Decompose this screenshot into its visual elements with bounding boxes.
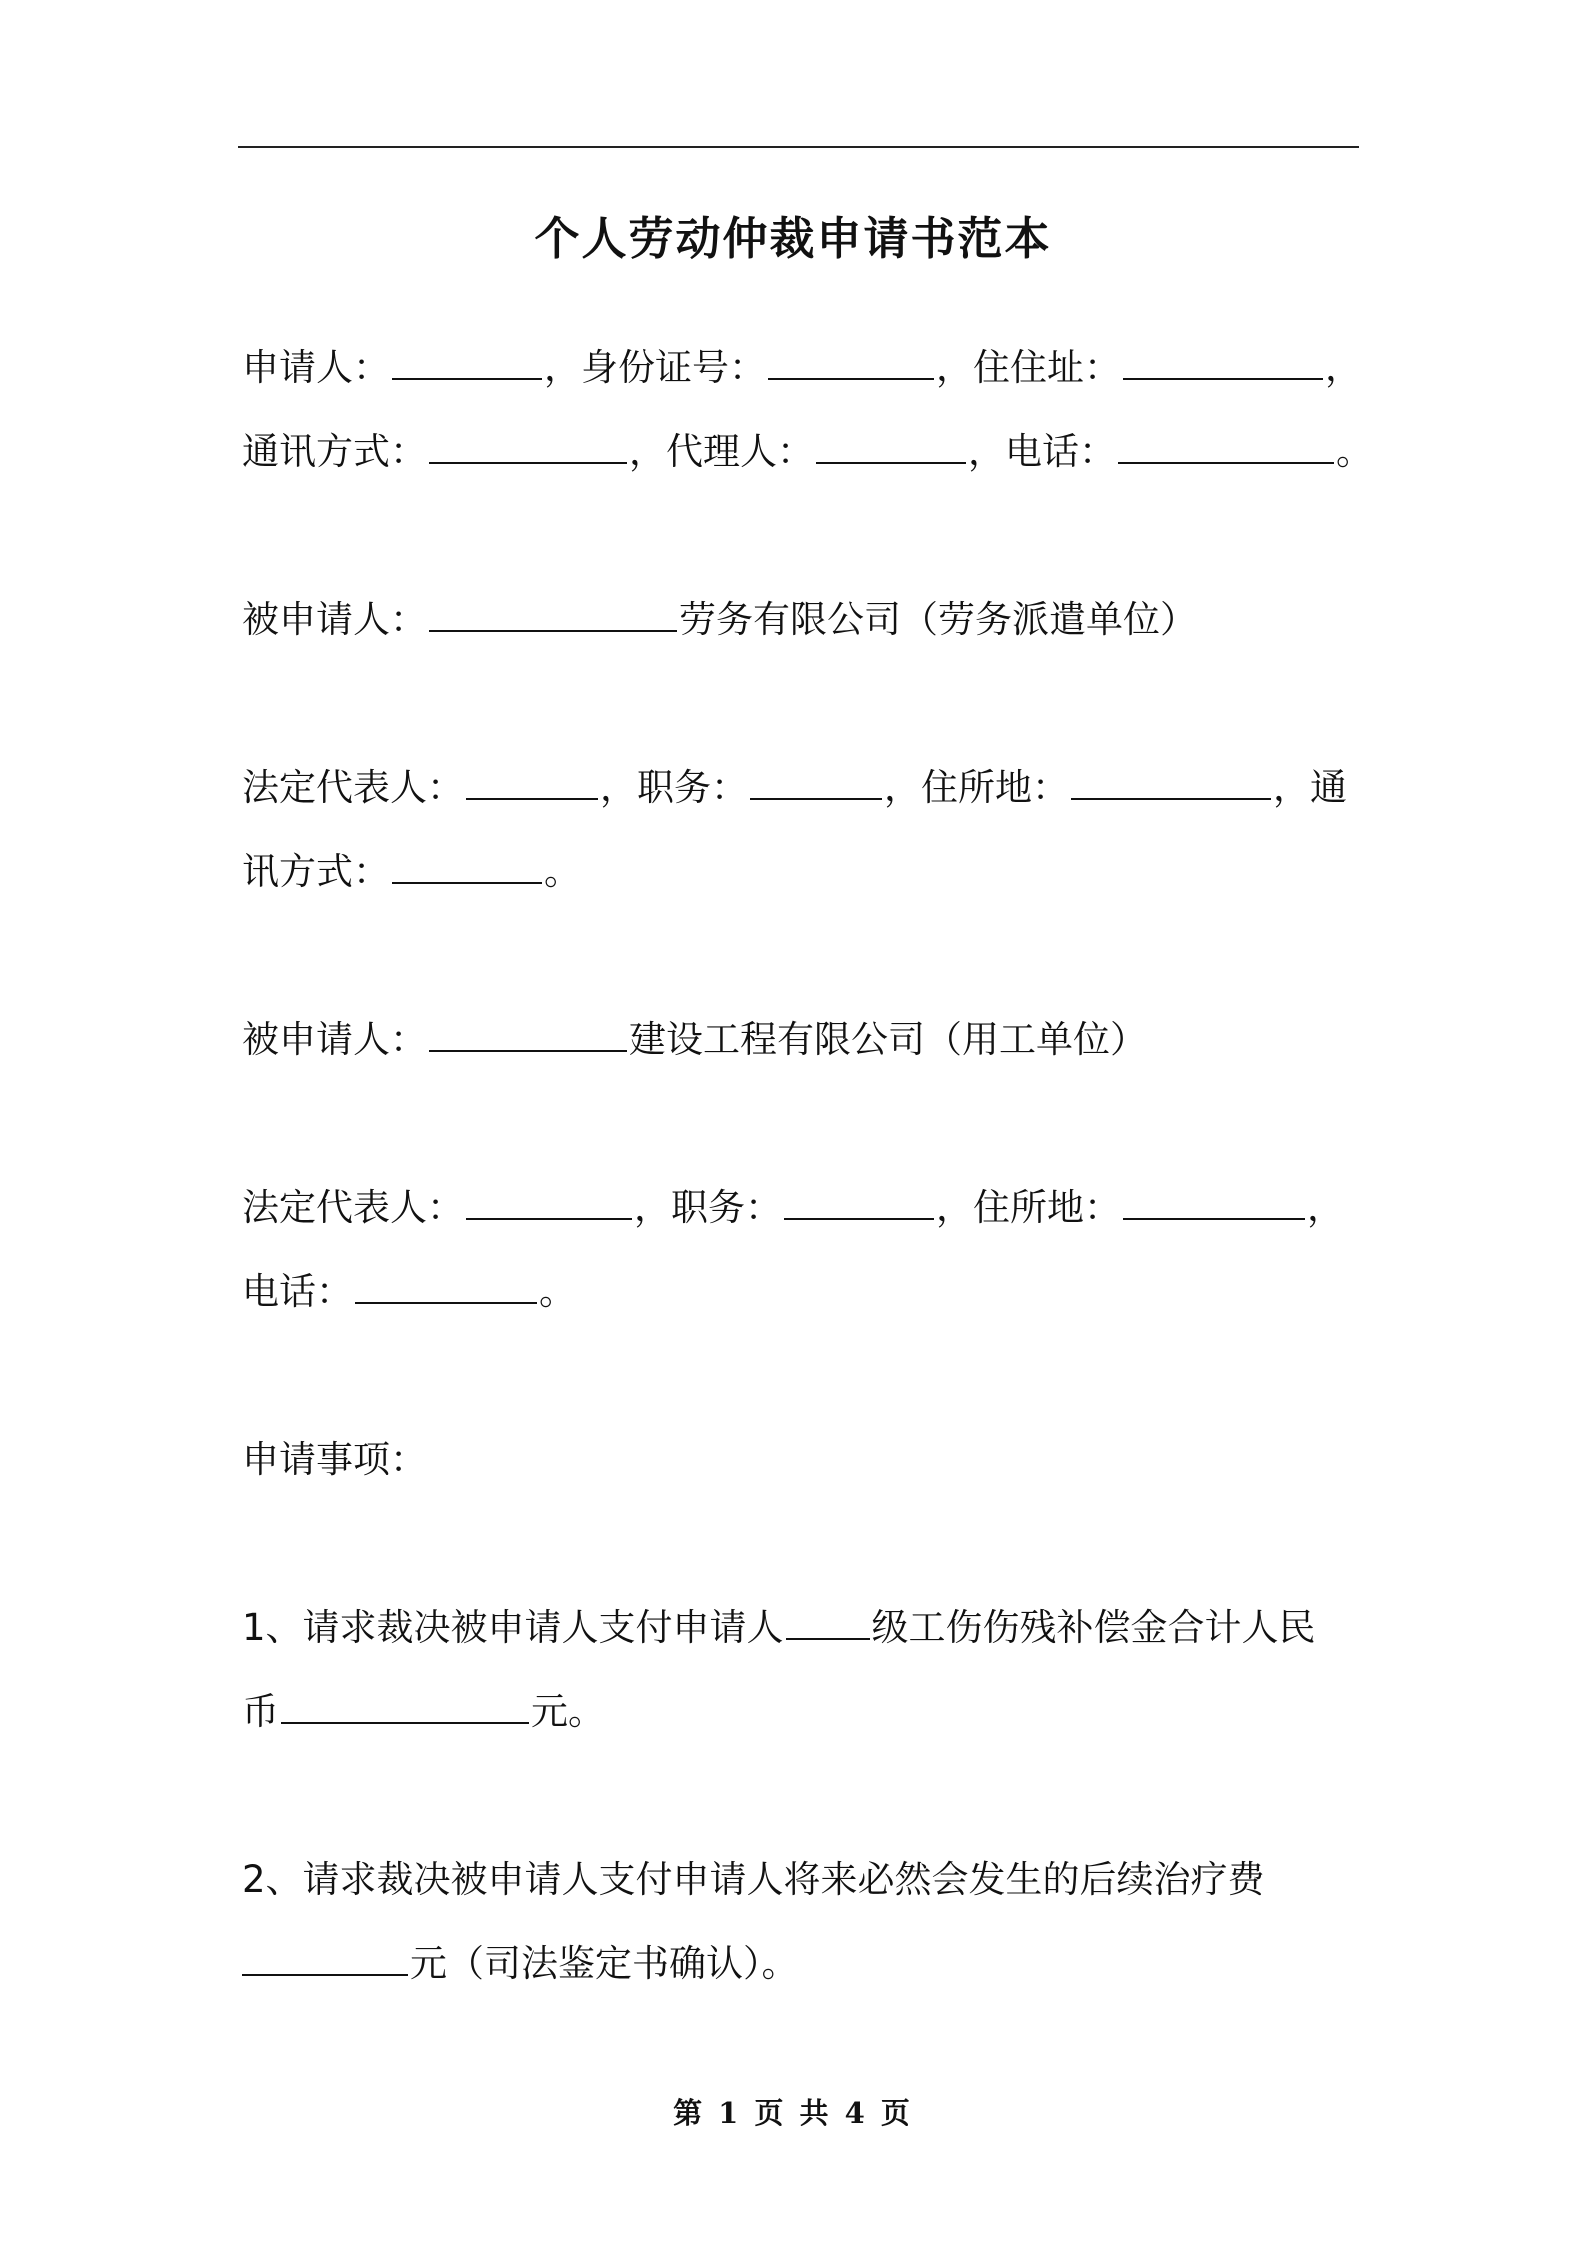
applicant-name-blank [392,345,542,380]
punctuation: 。 [544,850,581,893]
applicant-address-blank [1123,345,1323,380]
document-title: 个人劳动仲裁申请书范本 [534,212,1052,265]
claim-2-amount-blank [242,1941,408,1976]
applicant-line-1 [242,326,1361,410]
respondent2-residence-blank [1123,1185,1305,1220]
punctuation: ， [1325,346,1362,389]
respondent1-line [242,578,1361,662]
respondent2-rep-label: 法定代表人： [242,1186,464,1229]
respondent1-residence-label: ，住所地： [884,766,1069,809]
respondent2-rep-blank [466,1185,632,1220]
claim-1-line-2 [242,1670,1361,1754]
respondent1-rep-line-2 [242,830,1361,914]
claim-1-text-end: 级工伤伤残补偿金合计人民 [871,1606,1316,1649]
claim-1-text-start: 1、请求裁决被申请人支付申请人 [242,1606,784,1649]
respondent2-company: 建设工程有限公司（用工单位） [629,1018,1147,1061]
header-rule [238,146,1359,148]
spacer [242,1082,1361,1166]
punctuation: 。 [1336,430,1373,473]
document-body [242,326,1373,2006]
applicant-contact-blank [429,429,627,464]
applicant-id-label: ，身份证号： [544,346,766,389]
spacer [242,494,1361,578]
applicant-agent-blank [816,429,966,464]
page-number: 第 1 页 共 4 页 [673,2096,913,2130]
spacer [242,1754,1361,1838]
applicant-phone-label: ，电话： [968,430,1116,473]
claim-1-grade-blank [786,1605,870,1640]
spacer [242,1502,1361,1586]
respondent1-label: 被申请人： [242,598,427,641]
claim-2-unit: 元（司法鉴定书确认）。 [410,1942,799,1985]
claim-1-currency: 币 [242,1690,279,1733]
respondent2-residence-label: ，住所地： [936,1186,1121,1229]
respondent2-duty-label: ，职务： [634,1186,782,1229]
applicant-address-label: ，住住址： [936,346,1121,389]
spacer [242,662,1361,746]
respondent2-phone-label: 电话： [242,1270,353,1313]
respondent1-duty-blank [750,765,882,800]
respondent2-rep-line-2 [242,1250,1361,1334]
claim-1-amount-blank [281,1689,529,1724]
respondent1-contact-blank [392,849,542,884]
respondent1-name-blank [429,597,677,632]
respondent1-rep-blank [466,765,598,800]
respondent2-name-blank [429,1017,627,1052]
punctuation: ， [1307,1186,1344,1229]
respondent1-contact-label-end: 讯方式： [242,850,390,893]
claims-heading: 申请事项： [242,1438,427,1481]
spacer [242,914,1361,998]
punctuation: 。 [539,1270,576,1313]
respondent1-contact-label-start: ，通 [1273,766,1347,809]
claim-1-unit: 元。 [531,1690,605,1733]
respondent1-residence-blank [1071,765,1271,800]
claim-2-line-2 [242,1922,1361,2006]
applicant-id-blank [768,345,934,380]
respondent1-duty-label: ，职务： [600,766,748,809]
respondent2-line [242,998,1361,1082]
applicant-name-label: 申请人： [242,346,390,389]
claim-1-line-1 [242,1586,1361,1670]
respondent2-rep-line-1 [242,1166,1361,1250]
applicant-line-2 [242,410,1373,494]
respondent1-company: 劳务有限公司（劳务派遣单位） [679,598,1197,641]
respondent1-rep-label: 法定代表人： [242,766,464,809]
spacer [242,1334,1361,1418]
applicant-contact-label: 通讯方式： [242,430,427,473]
respondent2-phone-blank [355,1269,537,1304]
claim-2-line-1: 2、请求裁决被申请人支付申请人将来必然会发生的后续治疗费 [242,1858,1265,1901]
applicant-phone-blank [1118,429,1334,464]
respondent1-rep-line-1 [242,746,1361,830]
applicant-agent-label: ，代理人： [629,430,814,473]
respondent2-duty-blank [784,1185,934,1220]
respondent2-label: 被申请人： [242,1018,427,1061]
